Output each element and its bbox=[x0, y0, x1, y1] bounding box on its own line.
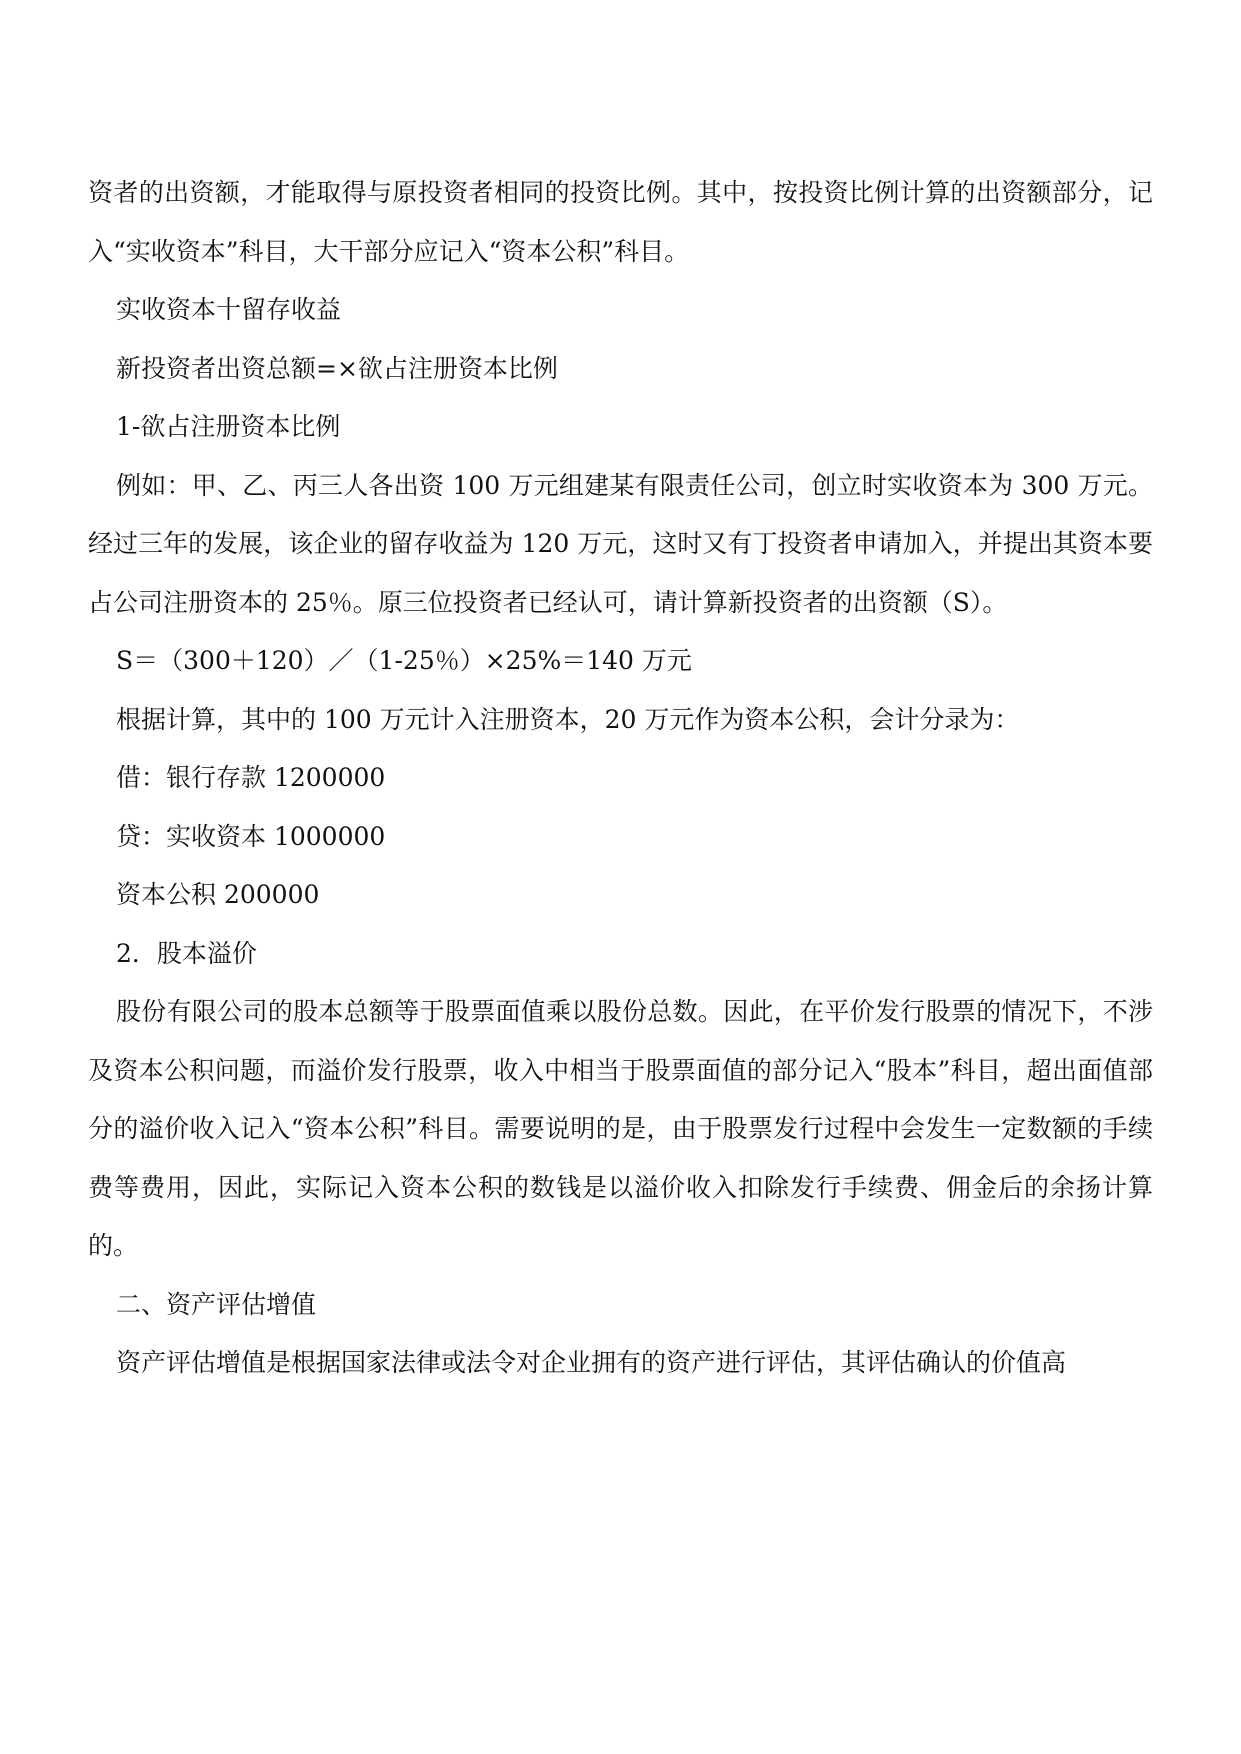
paragraph: 股份有限公司的股本总额等于股票面值乘以股份总数。因此，在平价发行股票的情况下，不涉及资本公积问题，而溢价发行股票，收入中相当于股票面值的部分记入“股本”科目，超出面值部分的溢价收入记入“资本公积”科目。需要说明的是，由于股票发行过程中会发生一定数额的手续费等费用，因此，实际记入资本公积的数钱是以溢价收入扣除发行手续费、佣金后的余扬计算的。 bbox=[88, 997, 1153, 1260]
paragraph: 资者的出资额，才能取得与原投资者相同的投资比例。其中，按投资比例计算的出资额部分，记入“实收资本”科目，大干部分应记入“资本公积”科目。 bbox=[88, 178, 1153, 266]
paragraph: 实收资本十留存收益 bbox=[116, 295, 342, 324]
paragraph: 2．股本溢价 bbox=[116, 938, 257, 968]
document-body bbox=[88, 164, 1153, 1393]
paragraph: 资产评估增值是根据国家法律或法令对企业拥有的资产进行评估，其评估确认的价值高 bbox=[116, 1348, 1067, 1377]
paragraph: 例如：甲、乙、丙三人各出资 100 万元组建某有限责任公司，创立时实收资本为 300 万元。经过三年的发展，该企业的留存收益为 120 万元，这时又有丁投资者申请加入，并提出其资本要占公司注册资本的 25％。原三位投资者已经认可，请计算新投资者的出资额（S）。 bbox=[88, 470, 1153, 617]
paragraph: 贷：实收资本 1000000 bbox=[116, 821, 386, 851]
paragraph: S＝（300＋120）／（1-25％）×25%＝140 万元 bbox=[116, 646, 692, 675]
paragraph: 二、资产评估增值 bbox=[116, 1289, 317, 1319]
paragraph: 新投资者出资总额=×欲占注册资本比例 bbox=[116, 353, 558, 383]
paragraph: 资本公积 200000 bbox=[116, 880, 320, 909]
paragraph: 根据计算，其中的 100 万元计入注册资本，20 万元作为资本公积，会计分录为： bbox=[116, 704, 1020, 734]
paragraph: 借：银行存款 1200000 bbox=[116, 763, 386, 792]
paragraph: 1-欲占注册资本比例 bbox=[116, 412, 341, 441]
